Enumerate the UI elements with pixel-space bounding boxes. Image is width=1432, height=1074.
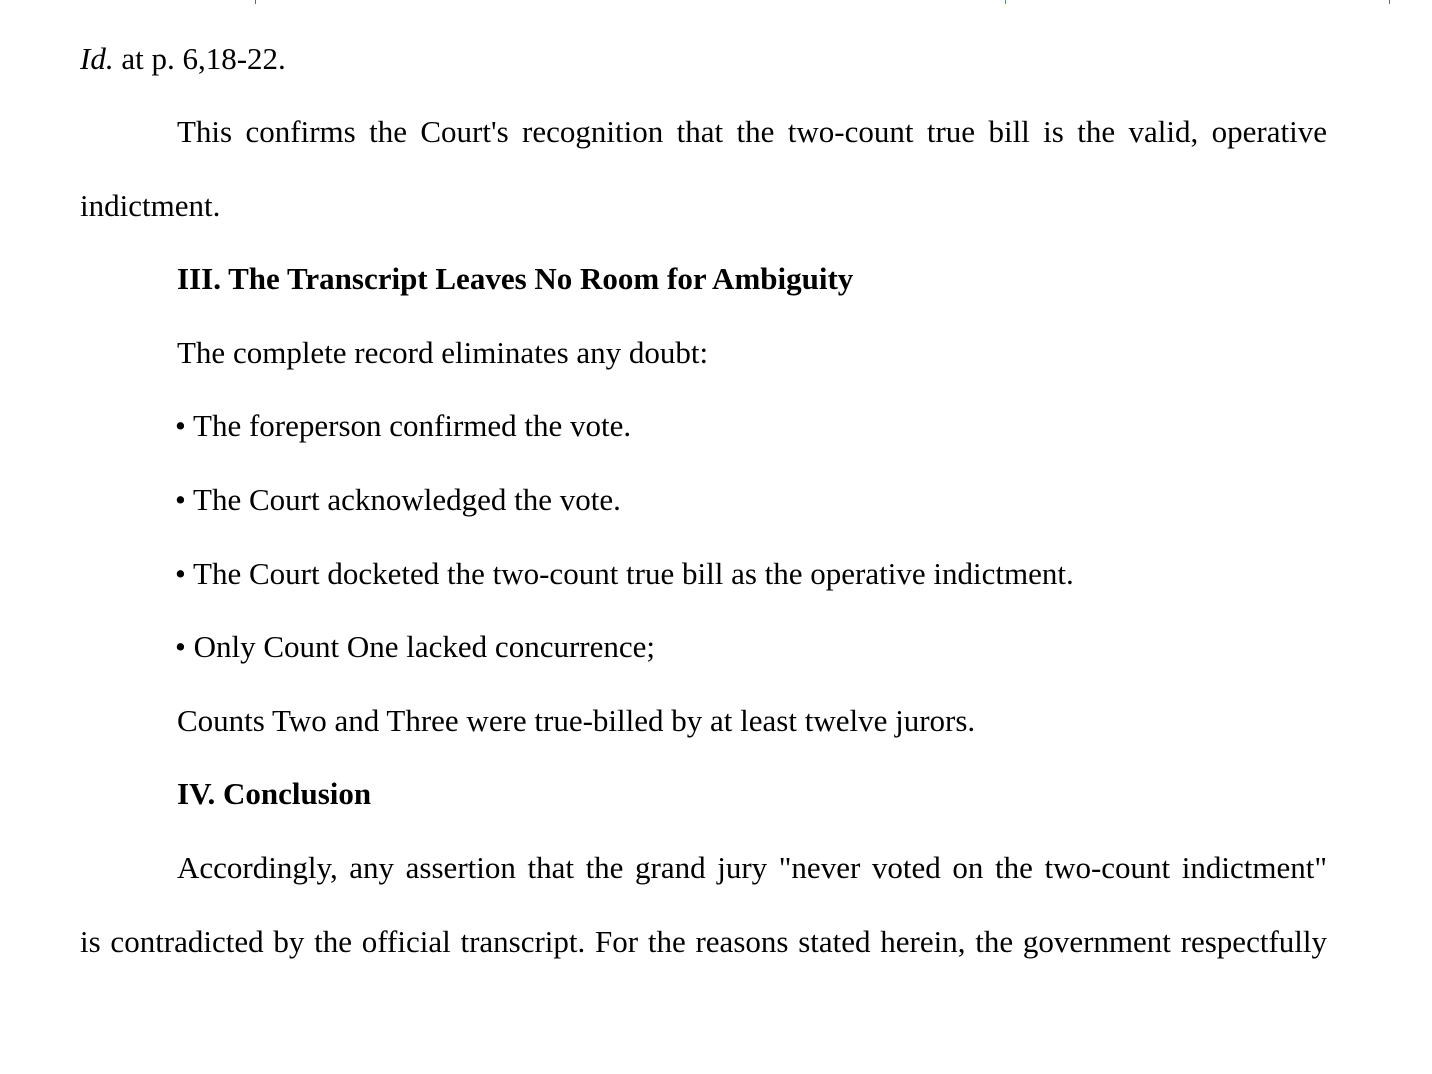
bullet-item: • The Court docketed the two-count true bill as the operative indictment.	[175, 556, 1074, 591]
citation-id: Id.	[80, 41, 114, 76]
section3-intro: The complete record eliminates any doubt:	[177, 335, 709, 370]
section4-heading: IV. Conclusion	[177, 776, 372, 811]
bullet-item: • The Court acknowledged the vote.	[175, 482, 621, 517]
section4-line1: Accordingly, any assertion that the grand jury "never voted on the two-count indictment"	[177, 850, 1327, 885]
top-edge-mark	[255, 0, 256, 4]
citation-rest: at p. 6,18-22.	[113, 41, 286, 76]
top-edge-mark	[1005, 0, 1006, 4]
section3-after-bullets: Counts Two and Three were true-billed by at least twelve jurors.	[177, 703, 976, 738]
section4-line2: is contradicted by the official transcript. For the reasons stated herein, the government respectfully	[80, 924, 1327, 959]
section3-heading: III. The Transcript Leaves No Room for Ambiguity	[177, 261, 854, 296]
bullet-item: • Only Count One lacked concurrence;	[175, 629, 655, 664]
bullet-item: • The foreperson confirmed the vote.	[175, 408, 632, 443]
paragraph1-line1: This confirms the Court's recognition that the two-count true bill is the valid, operative	[177, 114, 1327, 149]
top-edge-mark	[1389, 0, 1390, 4]
paragraph1-line2: indictment.	[80, 188, 221, 223]
citation-line	[80, 41, 286, 77]
